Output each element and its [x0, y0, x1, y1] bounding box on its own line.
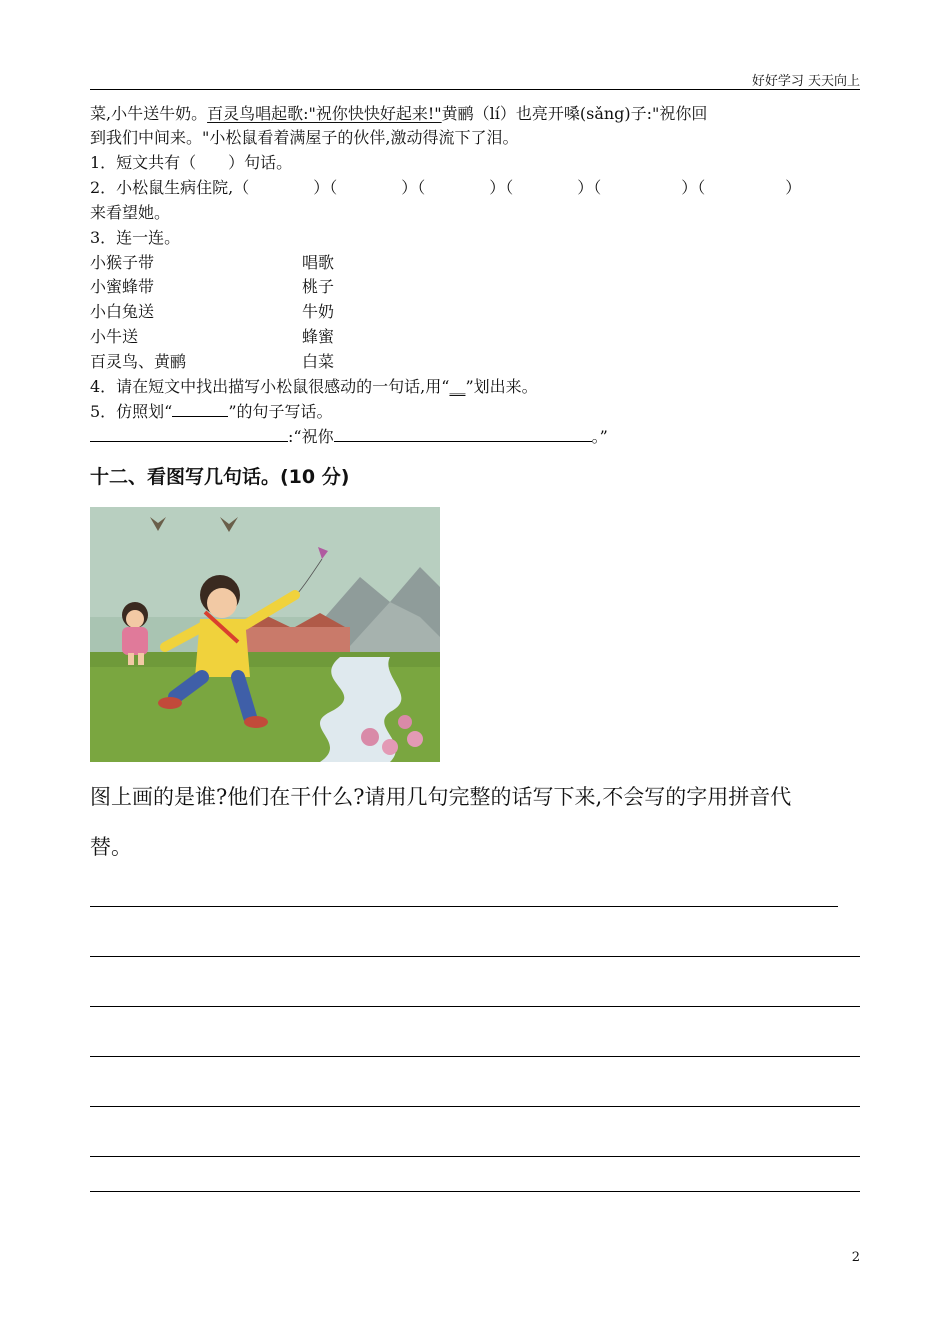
writing-line[interactable] — [90, 906, 838, 907]
header-slogan: 好好学习 天天向上 — [751, 74, 860, 89]
header-divider — [90, 89, 860, 90]
match-left-item: 小牛送 — [90, 327, 139, 346]
answer-blank-speaker[interactable] — [90, 425, 288, 442]
question-5-answer-line — [90, 425, 608, 449]
page-number: 2 — [851, 1250, 860, 1265]
match-right-item: 唱歌 — [302, 253, 335, 272]
match-right-item: 白菜 — [302, 352, 335, 371]
underlined-sentence: 百灵鸟唱起歌:"祝你快快好起来!" — [207, 104, 442, 123]
question-3: 3．连一连。 — [90, 228, 181, 247]
question-5 — [90, 400, 333, 424]
question-2-continued: 来看望她。 — [90, 203, 171, 222]
passage-text: 菜,小牛送牛奶。 — [90, 104, 208, 123]
match-left-item: 小猴子带 — [90, 253, 155, 272]
writing-line[interactable] — [90, 956, 860, 957]
underline-blank — [172, 400, 228, 417]
match-left-item: 小白兔送 — [90, 302, 155, 321]
writing-line[interactable] — [90, 1056, 860, 1057]
passage-text: 黄鹂（lí）也亮开嗓(sǎng)子:"祝你回 — [441, 104, 708, 123]
match-left-item: 百灵鸟、黄鹂 — [90, 352, 187, 371]
question-1: 1．短文共有（ ）句话。 — [90, 153, 293, 172]
match-right-item: 桃子 — [302, 277, 335, 296]
writing-prompt-line-1: 图上画的是谁?他们在干什么?请用几句完整的话写下来,不会写的字用拼音代 — [90, 785, 792, 809]
passage-line-2: 到我们中间来。"小松鼠看着满屋子的伙伴,激动得流下了泪。 — [90, 128, 519, 147]
writing-line[interactable] — [90, 1156, 860, 1157]
match-right-item: 牛奶 — [302, 302, 335, 321]
writing-prompt-line-2: 替。 — [90, 835, 132, 859]
answer-line-text: 。” — [591, 427, 608, 446]
underline-mark: ＿ — [449, 377, 466, 396]
question-2: 2．小松鼠生病住院,（ ）（ ）（ ）（ ）（ ）（ ） — [90, 178, 802, 197]
answer-line-text: :“祝你 — [288, 427, 334, 446]
answer-blank-wish[interactable] — [334, 425, 592, 442]
writing-line[interactable] — [90, 1106, 860, 1107]
children-flying-kite-illustration — [90, 507, 440, 762]
question-4-text: 4．请在短文中找出描写小松鼠很感动的一句话,用“ — [90, 377, 450, 396]
question-4 — [90, 375, 538, 399]
writing-line[interactable] — [90, 1191, 860, 1192]
writing-line[interactable] — [90, 1006, 860, 1007]
question-5-text: ”的句子写话。 — [228, 402, 333, 421]
question-5-text: 5．仿照划“ — [90, 402, 173, 421]
section-heading: 十二、看图写几句话。(10 分) — [90, 466, 350, 488]
question-4-text: ”划出来。 — [465, 377, 538, 396]
passage-line-1 — [90, 102, 707, 126]
match-right-item: 蜂蜜 — [302, 327, 335, 346]
match-left-item: 小蜜蜂带 — [90, 277, 155, 296]
